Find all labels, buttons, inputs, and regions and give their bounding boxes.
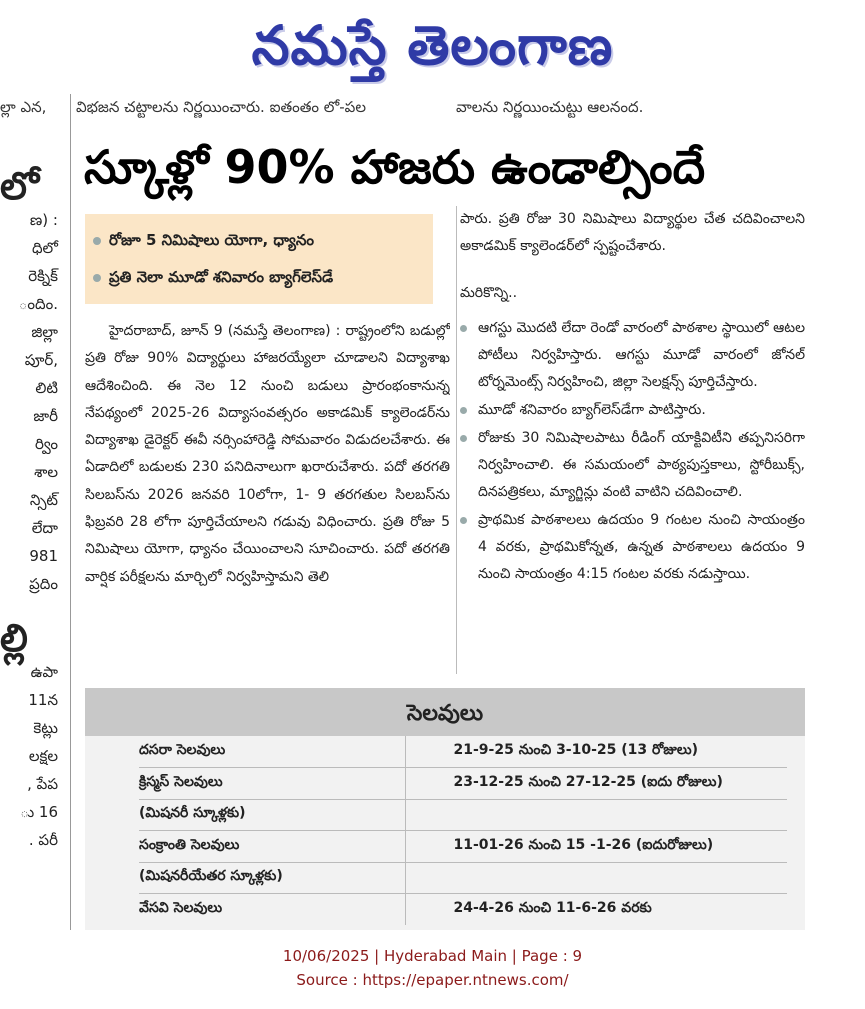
article-body-right <box>460 206 805 676</box>
holidays-table <box>139 736 787 925</box>
left-big-mark: లో <box>0 164 40 208</box>
left-fragment: లక్షల <box>28 747 58 765</box>
holiday-dates: 23-12-25 నుంచి 27-12-25 (ఐదు రోజులు) <box>405 768 787 800</box>
highlight-text: ప్రతి నెలా మూడో శనివారం బ్యాగ్‌లెస్‌డే <box>109 268 334 286</box>
top-strip-right: వాలను నిర్ణయించుట్టు ఆలనంద. <box>456 98 644 116</box>
body-intro: పారు. ప్రతి రోజు 30 నిమిషాలు విద్యార్థుల చేత చదివించాలని అకాడమిక్ క్యాలెండర్‌లో స్పష్టంచేశారు. <box>460 211 805 254</box>
left-fragment: లిటి <box>35 379 58 397</box>
table-row <box>139 862 787 894</box>
highlight-text: రోజూ 5 నిమిషాలు యోగా, ధ్యానం <box>109 231 314 249</box>
article-headline: స్కూళ్లో 90% హాజరు ఉండాల్సిందే <box>84 140 706 194</box>
holiday-name: (మిషనరీ స్కూళ్లకు) <box>139 799 405 831</box>
column-divider <box>70 94 71 930</box>
holiday-name: దసరా సెలవులు <box>139 736 405 768</box>
holiday-dates: 21-9-25 నుంచి 3-10-25 (13 రోజులు) <box>405 736 787 768</box>
table-row <box>139 894 787 926</box>
left-fragment: శాల <box>34 463 58 481</box>
left-fragment: రెక్నిక్ <box>28 267 58 285</box>
left-fragment: జిల్లా <box>31 323 58 341</box>
holidays-title: సెలవులు <box>85 688 805 736</box>
table-row <box>139 768 787 800</box>
article-body-left <box>85 318 450 673</box>
left-fragment: కెట్లు <box>33 719 58 737</box>
left-fragment: లేదా <box>31 519 58 537</box>
footer-source-link[interactable]: Source : https://epaper.ntnews.com/ <box>296 971 569 989</box>
holiday-dates: 24-4-26 నుంచి 11-6-26 వరకు <box>405 894 787 926</box>
left-fragment: ందిం. <box>18 295 58 313</box>
bullet-icon <box>93 274 101 282</box>
newspaper-logo: నమస్తే తెలంగాణ <box>251 14 614 77</box>
left-column-fragments <box>0 120 62 930</box>
body-paragraph: హైదరాబాద్, జూన్ 9 (నమస్తే తెలంగాణ) : రాష్ట్రంలోని బడుల్లో ప్రతి రోజు 90% విద్యార్థులు హాజరయ్యేలా చూడాలని విద్యాశాఖ ఆదేశించింది. ఈ నెల 12 నుంచి బడులు ప్రారంభంకానున్న నేపథ్యంలో 2025-26 విద్యాసంవత్సరం అకాడమిక్ క్యాలెండర్‌ను విద్యాశాఖ డైరెక్టర్ ఈవీ నర్సింహారెడ్డి సోమవారం విడుదలచేశారు. ఈ ఏడాదిలో బడులకు 230 పనిదినాలుగా ఖరారుచేశారు. పదో తరగతి సిలబస్‌ను 2026 జనవరి 10లోగా, 1- 9 తరగతుల సిలబస్‌ను ఫిబ్రవరి 28 లోగా పూర్తిచేయాలని గడువు విధించారు. ప్రతి రోజు 5 నిమిషాలు యోగా, ధ్యానం చేయించాలని సూచించారు. పదో తరగతి వార్షిక పరీక్షలను మార్చిలో నిర్వహిస్తామని తెలి <box>85 323 450 585</box>
top-strip-middle: విభజన చట్టాలను నిర్ణయించారు. ఐతంతం లో-పల <box>76 98 366 116</box>
left-fragment: జారీ <box>33 407 58 425</box>
footer-date-line: 10/06/2025 | Hyderabad Main | Page : 9 <box>282 947 583 965</box>
left-fragment: ణ) : <box>29 211 58 229</box>
holiday-dates <box>405 799 787 831</box>
point-item <box>460 315 805 396</box>
bullet-icon <box>93 237 101 245</box>
left-fragment: పూర్, <box>24 351 58 369</box>
left-fragment: , పేప <box>27 775 58 793</box>
left-fragment: 981 <box>29 547 58 565</box>
point-text: రోజుకు 30 నిమిషాలపాటు రీడింగ్ యాక్టివిటీని తప్పనిసరిగా నిర్వహించాలి. ఈ సమయంలో పాఠ్యపుస్తకాలు, స్టోరీబుక్స్, దినపత్రికలు, మ్యాగ్జిన్లు వంటి వాటిని చదివించాలి. <box>478 430 805 500</box>
body-column-divider <box>456 206 457 674</box>
holiday-name: సంక్రాంతి సెలవులు <box>139 831 405 863</box>
point-text: మూడో శనివారం బ్యాగ్‌లెస్‌డేగా పాటిస్తారు. <box>478 402 706 418</box>
left-fragment: ధిలో <box>31 239 58 257</box>
point-text: ప్రాథమిక పాఠశాలలు ఉదయం 9 గంటల నుంచి సాయంత్రం 4 వరకు, ప్రాథమికోన్నత, ఉన్నత పాఠశాలలు ఉదయం 9 నుంచి సాయంత్రం 4:15 గంటల వరకు నడుస్తాయి. <box>478 512 805 582</box>
page-footer <box>0 944 865 992</box>
left-fragment: ఉపా <box>30 663 58 681</box>
left-big-mark-2: ల్లి <box>0 616 28 660</box>
table-row <box>139 831 787 863</box>
left-fragment: . పరీ <box>28 831 58 849</box>
point-item <box>460 507 805 588</box>
bullet-icon <box>460 517 467 524</box>
holiday-dates <box>405 862 787 894</box>
left-fragment: న్సిట్ <box>29 491 58 509</box>
masthead <box>0 0 865 92</box>
bullet-icon <box>460 325 467 332</box>
holidays-box <box>85 688 805 930</box>
point-item <box>460 397 805 424</box>
highlight-item <box>93 222 425 259</box>
table-row <box>139 799 787 831</box>
more-label: మరికొన్ని.. <box>460 285 518 301</box>
holiday-name: వేసవి సెలవులు <box>139 900 223 916</box>
highlights-box <box>85 214 433 304</box>
holiday-name: (మిషనరీయేతర స్కూళ్లకు) <box>139 862 405 894</box>
table-row <box>139 736 787 768</box>
left-fragment: ర్విం <box>34 435 58 453</box>
left-fragment: ు 16 <box>20 803 58 821</box>
holiday-dates: 11-01-26 నుంచి 15 -1-26 (ఐదురోజులు) <box>405 831 787 863</box>
bullet-icon <box>460 407 467 414</box>
point-text: ఆగస్టు మొదటి లేదా రెండో వారంలో పాఠశాల స్థాయిలో ఆటల పోటీలు నిర్వహిస్తారు. ఆగస్టు మూడో వారంలో జోనల్ టోర్నమెంట్స్ నిర్వహించి, జిల్లా సెలక్షన్స్ పూర్తిచేస్తారు. <box>478 320 805 390</box>
left-fragment: ప్రదిం <box>29 575 58 593</box>
point-item <box>460 425 805 506</box>
bullet-icon <box>460 435 467 442</box>
holiday-name: క్రిస్మస్ సెలవులు <box>139 768 405 800</box>
top-strip-left: ల్లా ఎన, <box>0 98 47 116</box>
left-fragment: 11న <box>28 691 58 709</box>
highlight-item <box>93 259 425 296</box>
